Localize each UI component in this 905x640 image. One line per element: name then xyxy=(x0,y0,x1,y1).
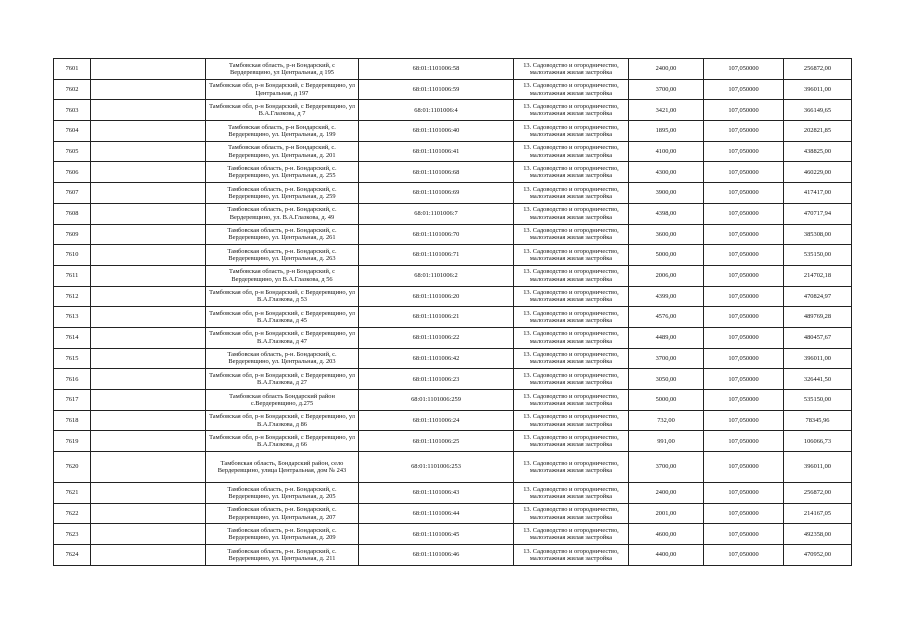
table-row xyxy=(54,452,852,483)
blank-cell xyxy=(91,203,206,224)
cadastral-number-cell: 68:01:1101006:24 xyxy=(359,410,514,431)
area-cell: 4100,00 xyxy=(629,141,704,162)
area-cell: 3900,00 xyxy=(629,183,704,204)
cadastral-value-cell: 492358,00 xyxy=(784,524,852,545)
land-use-cell: 13. Садоводство и огородничество, малоэтажная жилая застройка xyxy=(514,483,629,504)
cadastral-value-cell: 489769,28 xyxy=(784,307,852,328)
land-use-cell: 13. Садоводство и огородничество, малоэтажная жилая застройка xyxy=(514,545,629,566)
rate-cell: 107,050000 xyxy=(704,390,784,411)
rate-cell: 107,050000 xyxy=(704,79,784,100)
row-number-cell: 7616 xyxy=(54,369,91,390)
cadastral-number-cell: 68:01:1101006:23 xyxy=(359,369,514,390)
land-use-cell: 13. Садоводство и огородничество, малоэтажная жилая застройка xyxy=(514,59,629,80)
cadastral-number-cell: 68:01:1101006:40 xyxy=(359,121,514,142)
blank-cell xyxy=(91,245,206,266)
area-cell: 5000,00 xyxy=(629,390,704,411)
table-row xyxy=(54,307,852,328)
land-use-cell: 13. Садоводство и огородничество, малоэтажная жилая застройка xyxy=(514,410,629,431)
land-plot-table xyxy=(53,58,852,566)
rate-cell: 107,050000 xyxy=(704,307,784,328)
rate-cell: 107,050000 xyxy=(704,265,784,286)
rate-cell: 107,050000 xyxy=(704,545,784,566)
cadastral-value-cell: 460229,00 xyxy=(784,162,852,183)
row-number-cell: 7623 xyxy=(54,524,91,545)
cadastral-value-cell: 326441,50 xyxy=(784,369,852,390)
address-cell: Тамбовская область, р-н Бондарский, с. Вердеревщино, ул. Центральная, д. 201 xyxy=(206,141,359,162)
address-cell: Тамбовская область, р-н. Бондарский, с. Вердеревщино, ул. Центральная, д. 263 xyxy=(206,245,359,266)
row-number-cell: 7615 xyxy=(54,348,91,369)
cadastral-number-cell: 68:01:1101006:25 xyxy=(359,431,514,452)
rate-cell: 107,050000 xyxy=(704,224,784,245)
address-cell: Тамбовская область, р-н Бондарский, с Вердеревщино, ул В.А.Глазкова, д 56 xyxy=(206,265,359,286)
rate-cell: 107,050000 xyxy=(704,452,784,483)
address-cell: Тамбовская область, р-н. Бондарский, с. Вердеревщино, ул. Центральная, д. 203 xyxy=(206,348,359,369)
area-cell: 4600,00 xyxy=(629,524,704,545)
cadastral-value-cell: 78345,96 xyxy=(784,410,852,431)
rate-cell: 107,050000 xyxy=(704,327,784,348)
rate-cell: 107,050000 xyxy=(704,410,784,431)
row-number-cell: 7619 xyxy=(54,431,91,452)
table-row xyxy=(54,121,852,142)
address-cell: Тамбовская обл, р-н Бондарский, с Вердеревщино, ул В.А.Глазкова, д 47 xyxy=(206,327,359,348)
address-cell: Тамбовская область, р-н. Бондарский, с. Вердеревщино, ул. Центральная, д. 209 xyxy=(206,524,359,545)
blank-cell xyxy=(91,162,206,183)
land-use-cell: 13. Садоводство и огородничество, малоэтажная жилая застройка xyxy=(514,390,629,411)
land-use-cell: 13. Садоводство и огородничество, малоэтажная жилая застройка xyxy=(514,141,629,162)
blank-cell xyxy=(91,369,206,390)
blank-cell xyxy=(91,524,206,545)
cadastral-value-cell: 470952,00 xyxy=(784,545,852,566)
cadastral-number-cell: 68:01:1101006:4 xyxy=(359,100,514,121)
address-cell: Тамбовская обл, р-н Бондарский, с Вердеревщино, ул В.А.Глазкова, д 86 xyxy=(206,410,359,431)
rate-cell: 107,050000 xyxy=(704,59,784,80)
cadastral-value-cell: 256872,00 xyxy=(784,483,852,504)
blank-cell xyxy=(91,410,206,431)
row-number-cell: 7608 xyxy=(54,203,91,224)
row-number-cell: 7604 xyxy=(54,121,91,142)
address-cell: Тамбовская обл, р-н Бондарский, с Вердеревщино, ул В.А.Глазкова, д 7 xyxy=(206,100,359,121)
rate-cell: 107,050000 xyxy=(704,121,784,142)
cadastral-number-cell: 68:01:1101006:70 xyxy=(359,224,514,245)
blank-cell xyxy=(91,286,206,307)
land-use-cell: 13. Садоводство и огородничество, малоэтажная жилая застройка xyxy=(514,245,629,266)
cadastral-number-cell: 68:01:1101006:2 xyxy=(359,265,514,286)
cadastral-value-cell: 385308,00 xyxy=(784,224,852,245)
blank-cell xyxy=(91,452,206,483)
blank-cell xyxy=(91,327,206,348)
blank-cell xyxy=(91,224,206,245)
table-row xyxy=(54,183,852,204)
address-cell: Тамбовская обл, р-н Бондарский, с Вердеревщино, ул Центральная, д 197 xyxy=(206,79,359,100)
blank-cell xyxy=(91,390,206,411)
address-cell: Тамбовская область, р-н. Бондарский, с. Вердеревщино, ул. Центральная, д. 205 xyxy=(206,483,359,504)
cadastral-value-cell: 256872,00 xyxy=(784,59,852,80)
land-use-cell: 13. Садоводство и огородничество, малоэтажная жилая застройка xyxy=(514,286,629,307)
land-use-cell: 13. Садоводство и огородничество, малоэтажная жилая застройка xyxy=(514,524,629,545)
land-use-cell: 13. Садоводство и огородничество, малоэтажная жилая застройка xyxy=(514,431,629,452)
blank-cell xyxy=(91,100,206,121)
cadastral-number-cell: 68:01:1101006:22 xyxy=(359,327,514,348)
address-cell: Тамбовская обл, р-н Бондарский, с Вердеревщино, ул В.А.Глазкова, д 45 xyxy=(206,307,359,328)
table-row xyxy=(54,431,852,452)
table-row xyxy=(54,265,852,286)
rate-cell: 107,050000 xyxy=(704,503,784,524)
land-use-cell: 13. Садоводство и огородничество, малоэтажная жилая застройка xyxy=(514,348,629,369)
cadastral-number-cell: 68:01:1101006:20 xyxy=(359,286,514,307)
cadastral-number-cell: 68:01:1101006:253 xyxy=(359,452,514,483)
table-row xyxy=(54,162,852,183)
address-cell: Тамбовская область, р-н. Бондарский, с. Вердеревщино, ул. Центральная, д. 211 xyxy=(206,545,359,566)
row-number-cell: 7603 xyxy=(54,100,91,121)
land-use-cell: 13. Садоводство и огородничество, малоэтажная жилая застройка xyxy=(514,503,629,524)
row-number-cell: 7624 xyxy=(54,545,91,566)
blank-cell xyxy=(91,545,206,566)
table-row xyxy=(54,390,852,411)
address-cell: Тамбовская область Бондарский район с.Вердеревщино, д.275 xyxy=(206,390,359,411)
area-cell: 3050,00 xyxy=(629,369,704,390)
cadastral-number-cell: 68:01:1101006:68 xyxy=(359,162,514,183)
blank-cell xyxy=(91,121,206,142)
address-cell: Тамбовская область, р-н. Бондарский, с. Вердеревщино, ул. Центральная, д. 207 xyxy=(206,503,359,524)
cadastral-number-cell: 68:01:1101006:44 xyxy=(359,503,514,524)
blank-cell xyxy=(91,503,206,524)
address-cell: Тамбовская область, р-н Бондарский, с Вердеревщино, ул Центральная, д 195 xyxy=(206,59,359,80)
row-number-cell: 7609 xyxy=(54,224,91,245)
row-number-cell: 7618 xyxy=(54,410,91,431)
area-cell: 3600,00 xyxy=(629,224,704,245)
rate-cell: 107,050000 xyxy=(704,431,784,452)
cadastral-number-cell: 68:01:1101006:58 xyxy=(359,59,514,80)
table-row xyxy=(54,369,852,390)
land-use-cell: 13. Садоводство и огородничество, малоэтажная жилая застройка xyxy=(514,327,629,348)
rate-cell: 107,050000 xyxy=(704,524,784,545)
blank-cell xyxy=(91,307,206,328)
cadastral-value-cell: 214702,18 xyxy=(784,265,852,286)
table-row xyxy=(54,100,852,121)
cadastral-value-cell: 438825,00 xyxy=(784,141,852,162)
row-number-cell: 7606 xyxy=(54,162,91,183)
address-cell: Тамбовская обл, р-н Бондарский, с Вердеревщино, ул В.А.Глазкова, д 53 xyxy=(206,286,359,307)
land-use-cell: 13. Садоводство и огородничество, малоэтажная жилая застройка xyxy=(514,265,629,286)
rate-cell: 107,050000 xyxy=(704,183,784,204)
rate-cell: 107,050000 xyxy=(704,100,784,121)
cadastral-value-cell: 535150,00 xyxy=(784,390,852,411)
land-use-cell: 13. Садоводство и огородничество, малоэтажная жилая застройка xyxy=(514,162,629,183)
land-use-cell: 13. Садоводство и огородничество, малоэтажная жилая застройка xyxy=(514,452,629,483)
address-cell: Тамбовская область, р-н Бондарский, с. Вердеревщино, ул. Центральная, д. 199 xyxy=(206,121,359,142)
land-use-cell: 13. Садоводство и огородничество, малоэтажная жилая застройка xyxy=(514,203,629,224)
cadastral-number-cell: 68:01:1101006:259 xyxy=(359,390,514,411)
table-row xyxy=(54,203,852,224)
address-cell: Тамбовская область, р-н. Бондарский, с. Вердеревщино, ул. Центральная, д. 255 xyxy=(206,162,359,183)
table-row xyxy=(54,503,852,524)
cadastral-number-cell: 68:01:1101006:69 xyxy=(359,183,514,204)
document-page xyxy=(53,58,851,566)
blank-cell xyxy=(91,265,206,286)
area-cell: 4399,00 xyxy=(629,286,704,307)
address-cell: Тамбовская область, р-н. Бондарский, с. Вердеревщино, ул. Центральная, д. 259 xyxy=(206,183,359,204)
land-use-cell: 13. Садоводство и огородничество, малоэтажная жилая застройка xyxy=(514,79,629,100)
row-number-cell: 7614 xyxy=(54,327,91,348)
table-row xyxy=(54,348,852,369)
rate-cell: 107,050000 xyxy=(704,162,784,183)
area-cell: 4576,00 xyxy=(629,307,704,328)
area-cell: 2400,00 xyxy=(629,59,704,80)
cadastral-value-cell: 470824,97 xyxy=(784,286,852,307)
rate-cell: 107,050000 xyxy=(704,286,784,307)
row-number-cell: 7601 xyxy=(54,59,91,80)
rate-cell: 107,050000 xyxy=(704,245,784,266)
address-cell: Тамбовская область, р-н. Бондарский, с. Вердеревщино, ул. Центральная, д. 261 xyxy=(206,224,359,245)
table-body xyxy=(54,59,852,566)
area-cell: 4300,00 xyxy=(629,162,704,183)
cadastral-value-cell: 106066,73 xyxy=(784,431,852,452)
cadastral-value-cell: 396011,00 xyxy=(784,79,852,100)
cadastral-number-cell: 68:01:1101006:41 xyxy=(359,141,514,162)
row-number-cell: 7620 xyxy=(54,452,91,483)
row-number-cell: 7613 xyxy=(54,307,91,328)
address-cell: Тамбовская область, Бондарский район, село Вердеревщино, улица Центральная, дом № 243 xyxy=(206,452,359,483)
address-cell: Тамбовская обл, р-н Бондарский, с Вердеревщино, ул В.А.Глазкова, д 27 xyxy=(206,369,359,390)
row-number-cell: 7621 xyxy=(54,483,91,504)
cadastral-value-cell: 470717,94 xyxy=(784,203,852,224)
land-use-cell: 13. Садоводство и огородничество, малоэтажная жилая застройка xyxy=(514,100,629,121)
row-number-cell: 7611 xyxy=(54,265,91,286)
table-row xyxy=(54,59,852,80)
cadastral-number-cell: 68:01:1101006:46 xyxy=(359,545,514,566)
table-row xyxy=(54,483,852,504)
address-cell: Тамбовская обл, р-н Бондарский, с Вердеревщино, ул В.А.Глазкова, д 66 xyxy=(206,431,359,452)
cadastral-number-cell: 68:01:1101006:7 xyxy=(359,203,514,224)
area-cell: 2400,00 xyxy=(629,483,704,504)
area-cell: 991,00 xyxy=(629,431,704,452)
land-use-cell: 13. Садоводство и огородничество, малоэтажная жилая застройка xyxy=(514,121,629,142)
blank-cell xyxy=(91,431,206,452)
cadastral-value-cell: 366149,65 xyxy=(784,100,852,121)
table-row xyxy=(54,524,852,545)
cadastral-value-cell: 202821,85 xyxy=(784,121,852,142)
cadastral-number-cell: 68:01:1101006:42 xyxy=(359,348,514,369)
area-cell: 4400,00 xyxy=(629,545,704,566)
cadastral-value-cell: 480457,67 xyxy=(784,327,852,348)
cadastral-value-cell: 417417,00 xyxy=(784,183,852,204)
cadastral-value-cell: 396011,00 xyxy=(784,348,852,369)
row-number-cell: 7612 xyxy=(54,286,91,307)
cadastral-number-cell: 68:01:1101006:21 xyxy=(359,307,514,328)
rate-cell: 107,050000 xyxy=(704,203,784,224)
table-row xyxy=(54,79,852,100)
cadastral-value-cell: 214167,05 xyxy=(784,503,852,524)
table-row xyxy=(54,410,852,431)
row-number-cell: 7610 xyxy=(54,245,91,266)
land-use-cell: 13. Садоводство и огородничество, малоэтажная жилая застройка xyxy=(514,224,629,245)
row-number-cell: 7622 xyxy=(54,503,91,524)
row-number-cell: 7617 xyxy=(54,390,91,411)
cadastral-number-cell: 68:01:1101006:59 xyxy=(359,79,514,100)
land-use-cell: 13. Садоводство и огородничество, малоэтажная жилая застройка xyxy=(514,369,629,390)
blank-cell xyxy=(91,348,206,369)
blank-cell xyxy=(91,79,206,100)
rate-cell: 107,050000 xyxy=(704,141,784,162)
area-cell: 5000,00 xyxy=(629,245,704,266)
row-number-cell: 7605 xyxy=(54,141,91,162)
cadastral-number-cell: 68:01:1101006:43 xyxy=(359,483,514,504)
land-use-cell: 13. Садоводство и огородничество, малоэтажная жилая застройка xyxy=(514,307,629,328)
area-cell: 4489,00 xyxy=(629,327,704,348)
area-cell: 3700,00 xyxy=(629,452,704,483)
area-cell: 1895,00 xyxy=(629,121,704,142)
area-cell: 3700,00 xyxy=(629,79,704,100)
area-cell: 3421,00 xyxy=(629,100,704,121)
table-row xyxy=(54,545,852,566)
row-number-cell: 7607 xyxy=(54,183,91,204)
blank-cell xyxy=(91,183,206,204)
rate-cell: 107,050000 xyxy=(704,483,784,504)
area-cell: 4398,00 xyxy=(629,203,704,224)
area-cell: 732,00 xyxy=(629,410,704,431)
table-row xyxy=(54,327,852,348)
area-cell: 2006,00 xyxy=(629,265,704,286)
rate-cell: 107,050000 xyxy=(704,369,784,390)
address-cell: Тамбовская область, р-н. Бондарский, с. Вердеревщино, ул. В.А.Глазкова, д. 49 xyxy=(206,203,359,224)
cadastral-number-cell: 68:01:1101006:71 xyxy=(359,245,514,266)
blank-cell xyxy=(91,59,206,80)
table-row xyxy=(54,245,852,266)
area-cell: 2001,00 xyxy=(629,503,704,524)
rate-cell: 107,050000 xyxy=(704,348,784,369)
blank-cell xyxy=(91,141,206,162)
table-row xyxy=(54,286,852,307)
land-use-cell: 13. Садоводство и огородничество, малоэтажная жилая застройка xyxy=(514,183,629,204)
table-row xyxy=(54,224,852,245)
cadastral-value-cell: 535150,00 xyxy=(784,245,852,266)
cadastral-value-cell: 396011,00 xyxy=(784,452,852,483)
area-cell: 3700,00 xyxy=(629,348,704,369)
blank-cell xyxy=(91,483,206,504)
row-number-cell: 7602 xyxy=(54,79,91,100)
table-row xyxy=(54,141,852,162)
cadastral-number-cell: 68:01:1101006:45 xyxy=(359,524,514,545)
